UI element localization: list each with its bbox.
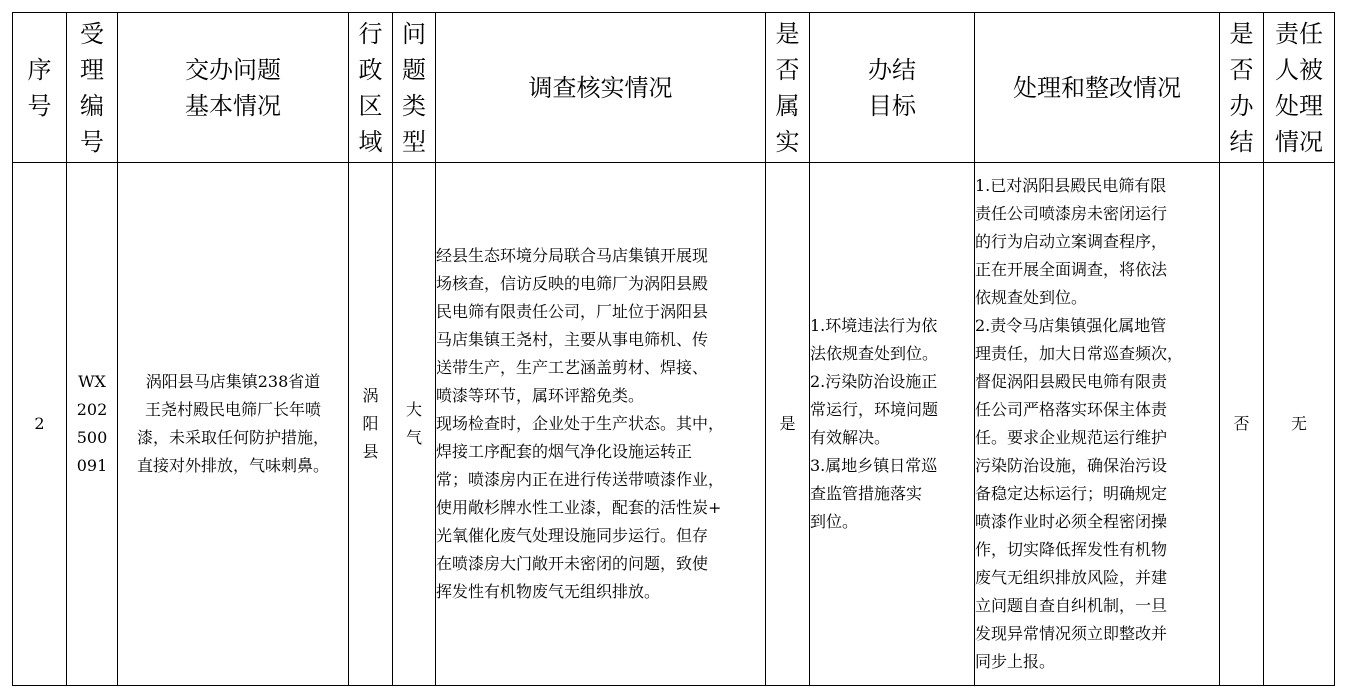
cell-region: 涡 阳 县 <box>349 163 393 686</box>
header-seq: 序 号 <box>13 13 67 163</box>
cell-target: 1.环境违法行为依 法依规查处到位。 2.污染防治设施正 常运行，环境问题 有效解决。 3.属地乡镇日常巡 查监管措施落实 到位。 <box>810 163 975 686</box>
cell-id: WX 202 500 091 <box>67 163 118 686</box>
header-region: 行 政 区 域 <box>349 13 393 163</box>
case-table <box>12 12 1335 686</box>
cell-type: 大 气 <box>393 163 436 686</box>
header-accountability: 责任 人被 处理 情况 <box>1264 13 1335 163</box>
header-closed: 是 否 办 结 <box>1220 13 1264 163</box>
table-row <box>13 163 1335 686</box>
header-verified: 是 否 属 实 <box>766 13 810 163</box>
header-type: 问 题 类 型 <box>393 13 436 163</box>
cell-handling: 1.已对涡阳县殿民电筛有限 责任公司喷漆房未密闭运行 的行为启动立案调查程序， 正在开展全面调查，将依法 依规查处到位。 2.责令马店集镇强化属地管 理责任，加大日常巡查频次， 督促涡阳县殿民电筛有限责 任公司严格落实环保主体责 任。要求企业规范运行维护 污染防治设施，确保治污设 备稳定达标运行；明确规定 喷漆作业时必须全程密闭操 作，切实降低挥发性有机物 废气无组织排放风险，并建 立问题自查自纠机制，一旦 发现异常情况须立即整改并 同步上报。 <box>975 163 1220 686</box>
header-issue: 交办问题 基本情况 <box>118 13 349 163</box>
header-row <box>13 13 1335 163</box>
header-target: 办结 目标 <box>810 13 975 163</box>
cell-investigation: 经县生态环境分局联合马店集镇开展现 场核查，信访反映的电筛厂为涡阳县殿 民电筛有限责任公司，厂址位于涡阳县 马店集镇王尧村，主要从事电筛机、传 送带生产，生产工艺涵盖剪材、焊接、 喷漆等环节，属环评豁免类。 现场检查时，企业处于生产状态。其中， 焊接工序配套的烟气净化设施运转正 常；喷漆房内正在进行传送带喷漆作业， 使用敞杉牌水性工业漆，配套的活性炭+ 光氧催化废气处理设施同步运行。但存 在喷漆房大门敞开未密闭的问题，致使 挥发性有机物废气无组织排放。 <box>436 163 766 686</box>
cell-verified: 是 <box>766 163 810 686</box>
header-handling: 处理和整改情况 <box>975 13 1220 163</box>
cell-seq: 2 <box>13 163 67 686</box>
cell-accountability: 无 <box>1264 163 1335 686</box>
header-id: 受 理 编 号 <box>67 13 118 163</box>
cell-issue: 涡阳县马店集镇238省道 王尧村殿民电筛厂长年喷 漆，未采取任何防护措施， 直接对外排放，气味刺鼻。 <box>118 163 349 686</box>
header-investigation: 调查核实情况 <box>436 13 766 163</box>
cell-closed: 否 <box>1220 163 1264 686</box>
